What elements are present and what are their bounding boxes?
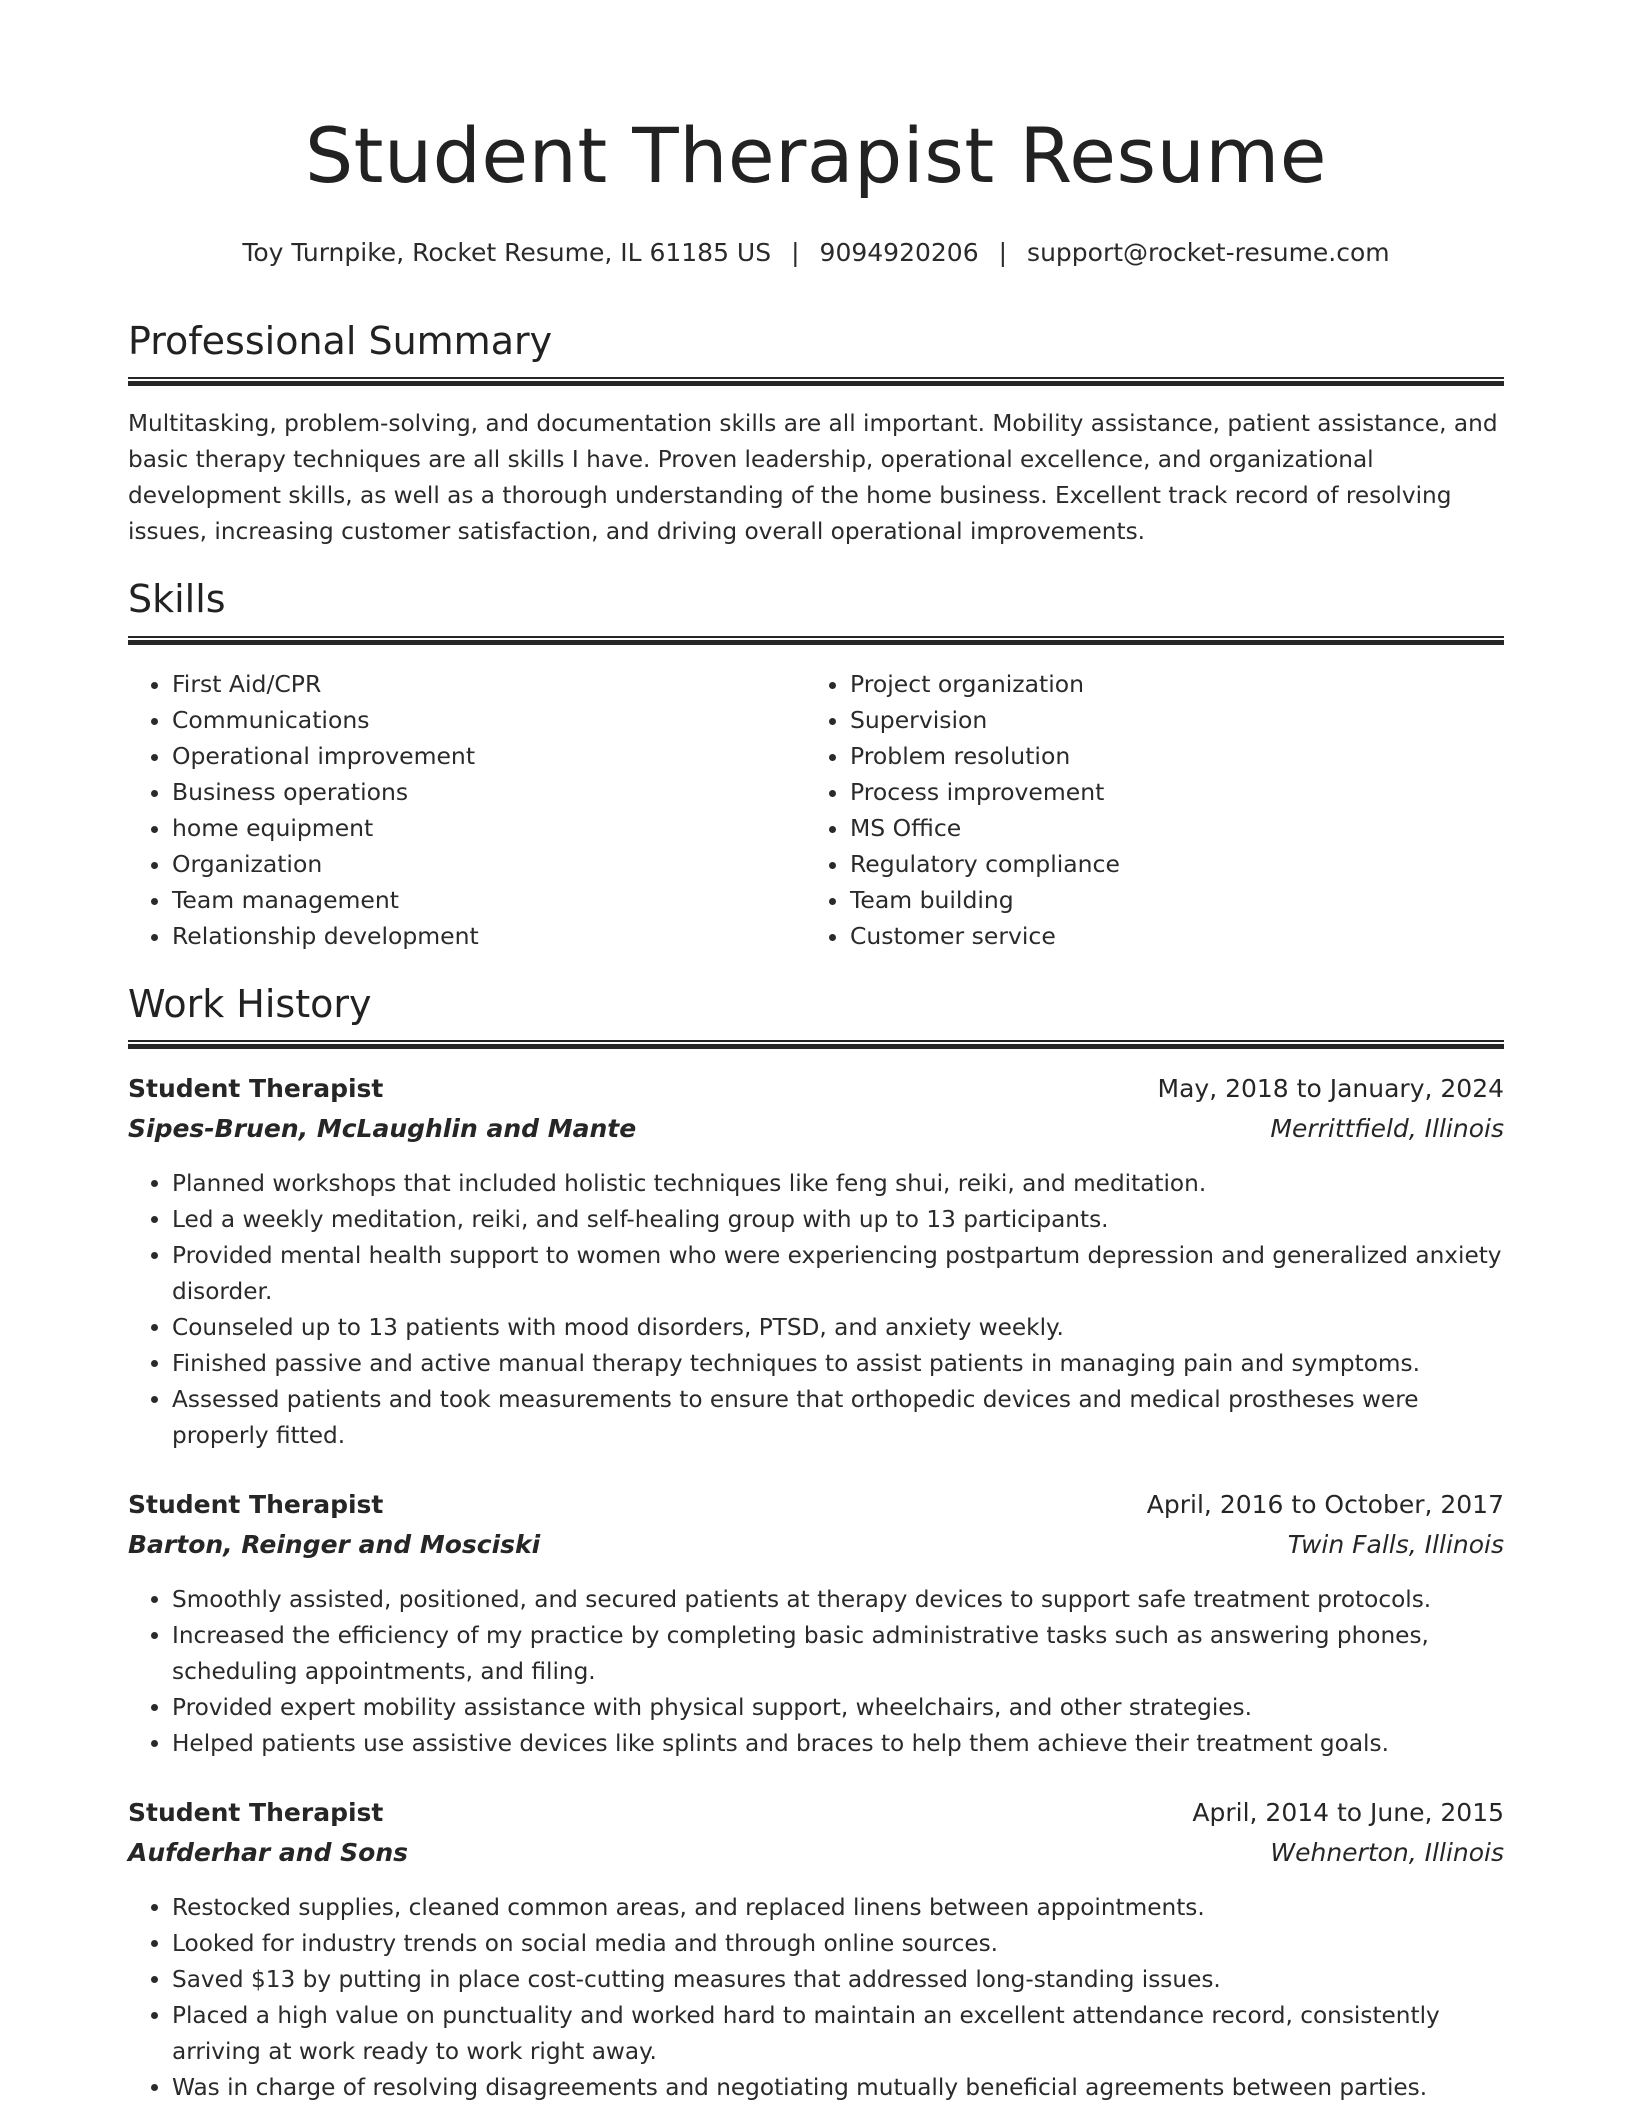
job-header-row [128,1074,1504,1114]
job-header-row [128,1798,1504,1838]
contact-separator: | [791,238,800,267]
skill-item: • Team management [172,882,802,918]
job-title: Student Therapist [128,1074,384,1103]
job-bullet-list [128,1166,1504,1454]
job-bullet: • Placed a high value on punctuality and worked hard to maintain an excellent attendance record, consistently arriving at work ready to work right away. [172,1998,1504,2070]
summary-heading: Professional Summary [128,319,553,363]
skill-item: • home equipment [172,810,802,846]
job-employer-row [128,1114,1504,1154]
job-bullet: • Increased the efficiency of my practice by completing basic administrative tasks such as answering phones, scheduling appointments, and filing. [172,1618,1504,1690]
skill-item: • Project organization [850,666,1480,702]
skill-item: • Communications [172,702,802,738]
job-bullet: • Looked for industry trends on social media and through online sources. [172,1926,1504,1962]
job-title: Student Therapist [128,1490,384,1519]
job-bullet: • Finished passive and active manual therapy techniques to assist patients in managing pain and symptoms. [172,1346,1504,1382]
job-location: Wehnerton, Illinois [1270,1838,1504,1867]
contact-phone: 9094920206 [819,238,979,267]
job-title: Student Therapist [128,1798,384,1827]
job-bullet: • Helped patients use assistive devices like splints and braces to help them achieve their treatment goals. [172,1726,1504,1762]
job-entry [128,1798,1504,2106]
job-bullet: • Led a weekly meditation, reiki, and self-healing group with up to 13 participants. [172,1202,1504,1238]
section-divider [128,377,1504,386]
resume-title: Student Therapist Resume [304,111,1328,200]
job-entry [128,1490,1504,1762]
job-bullet: • Provided expert mobility assistance with physical support, wheelchairs, and other strategies. [172,1690,1504,1726]
job-company: Barton, Reinger and Mosciski [128,1530,541,1559]
skill-item: • Team building [850,882,1480,918]
skills-list-left [128,666,802,954]
skills-list-right [806,666,1480,954]
job-bullet: • Counseled up to 13 patients with mood disorders, PTSD, and anxiety weekly. [172,1310,1504,1346]
job-bullet: • Provided mental health support to women who were experiencing postpartum depression and generalized anxiety disorder. [172,1238,1504,1310]
job-dates: April, 2016 to October, 2017 [1146,1490,1504,1519]
job-bullet-list [128,1582,1504,1762]
summary-text: Multitasking, problem-solving, and documentation skills are all important. Mobility assistance, patient assistance, and basic therapy techniques are all skills I have. Proven leadership, operational excellence, and organizational development skills, as well as a thorough understanding of the home business. Excellent track record of resolving issues, increasing customer satisfaction, and driving overall operational improvements. [128,410,1498,545]
job-header-row [128,1490,1504,1530]
job-company: Aufderhar and Sons [128,1838,409,1867]
job-bullet: • Smoothly assisted, positioned, and secured patients at therapy devices to support safe treatment protocols. [172,1582,1504,1618]
job-company: Sipes-Bruen, McLaughlin and Mante [128,1114,637,1143]
section-divider [128,1040,1504,1049]
skill-item: • First Aid/CPR [172,666,802,702]
job-dates: May, 2018 to January, 2024 [1157,1074,1504,1103]
skill-item: • Organization [172,846,802,882]
job-employer-row [128,1838,1504,1878]
contact-line [128,240,1504,265]
contact-separator: | [998,238,1008,267]
skill-item: • Process improvement [850,774,1480,810]
skill-item: • Business operations [172,774,802,810]
job-bullet: • Restocked supplies, cleaned common areas, and replaced linens between appointments. [172,1890,1504,1926]
job-dates: April, 2014 to June, 2015 [1192,1798,1504,1827]
job-bullet: • Assessed patients and took measurements to ensure that orthopedic devices and medical prostheses were properly fitted. [172,1382,1504,1454]
skill-item: • Regulatory compliance [850,846,1480,882]
job-location: Twin Falls, Illinois [1287,1530,1504,1559]
job-location: Merrittfield, Illinois [1270,1114,1504,1143]
skill-item: • Customer service [850,918,1480,954]
skill-item: • Supervision [850,702,1480,738]
job-employer-row [128,1530,1504,1570]
job-bullet-list [128,1890,1504,2106]
job-bullet: • Was in charge of resolving disagreements and negotiating mutually beneficial agreements between parties. [172,2070,1504,2106]
skills-heading: Skills [128,577,226,621]
work-history-heading: Work History [128,982,372,1026]
job-bullet: • Planned workshops that included holistic techniques like feng shui, reiki, and meditation. [172,1166,1504,1202]
job-entry [128,1074,1504,1454]
contact-email: support@rocket-resume.com [1027,238,1390,267]
section-divider [128,636,1504,645]
skill-item: • Problem resolution [850,738,1480,774]
skill-item: • MS Office [850,810,1480,846]
contact-address: Toy Turnpike, Rocket Resume, IL 61185 US [242,238,772,267]
skill-item: • Operational improvement [172,738,802,774]
skill-item: • Relationship development [172,918,802,954]
job-bullet: • Saved $13 by putting in place cost-cutting measures that addressed long-standing issues. [172,1962,1504,1998]
